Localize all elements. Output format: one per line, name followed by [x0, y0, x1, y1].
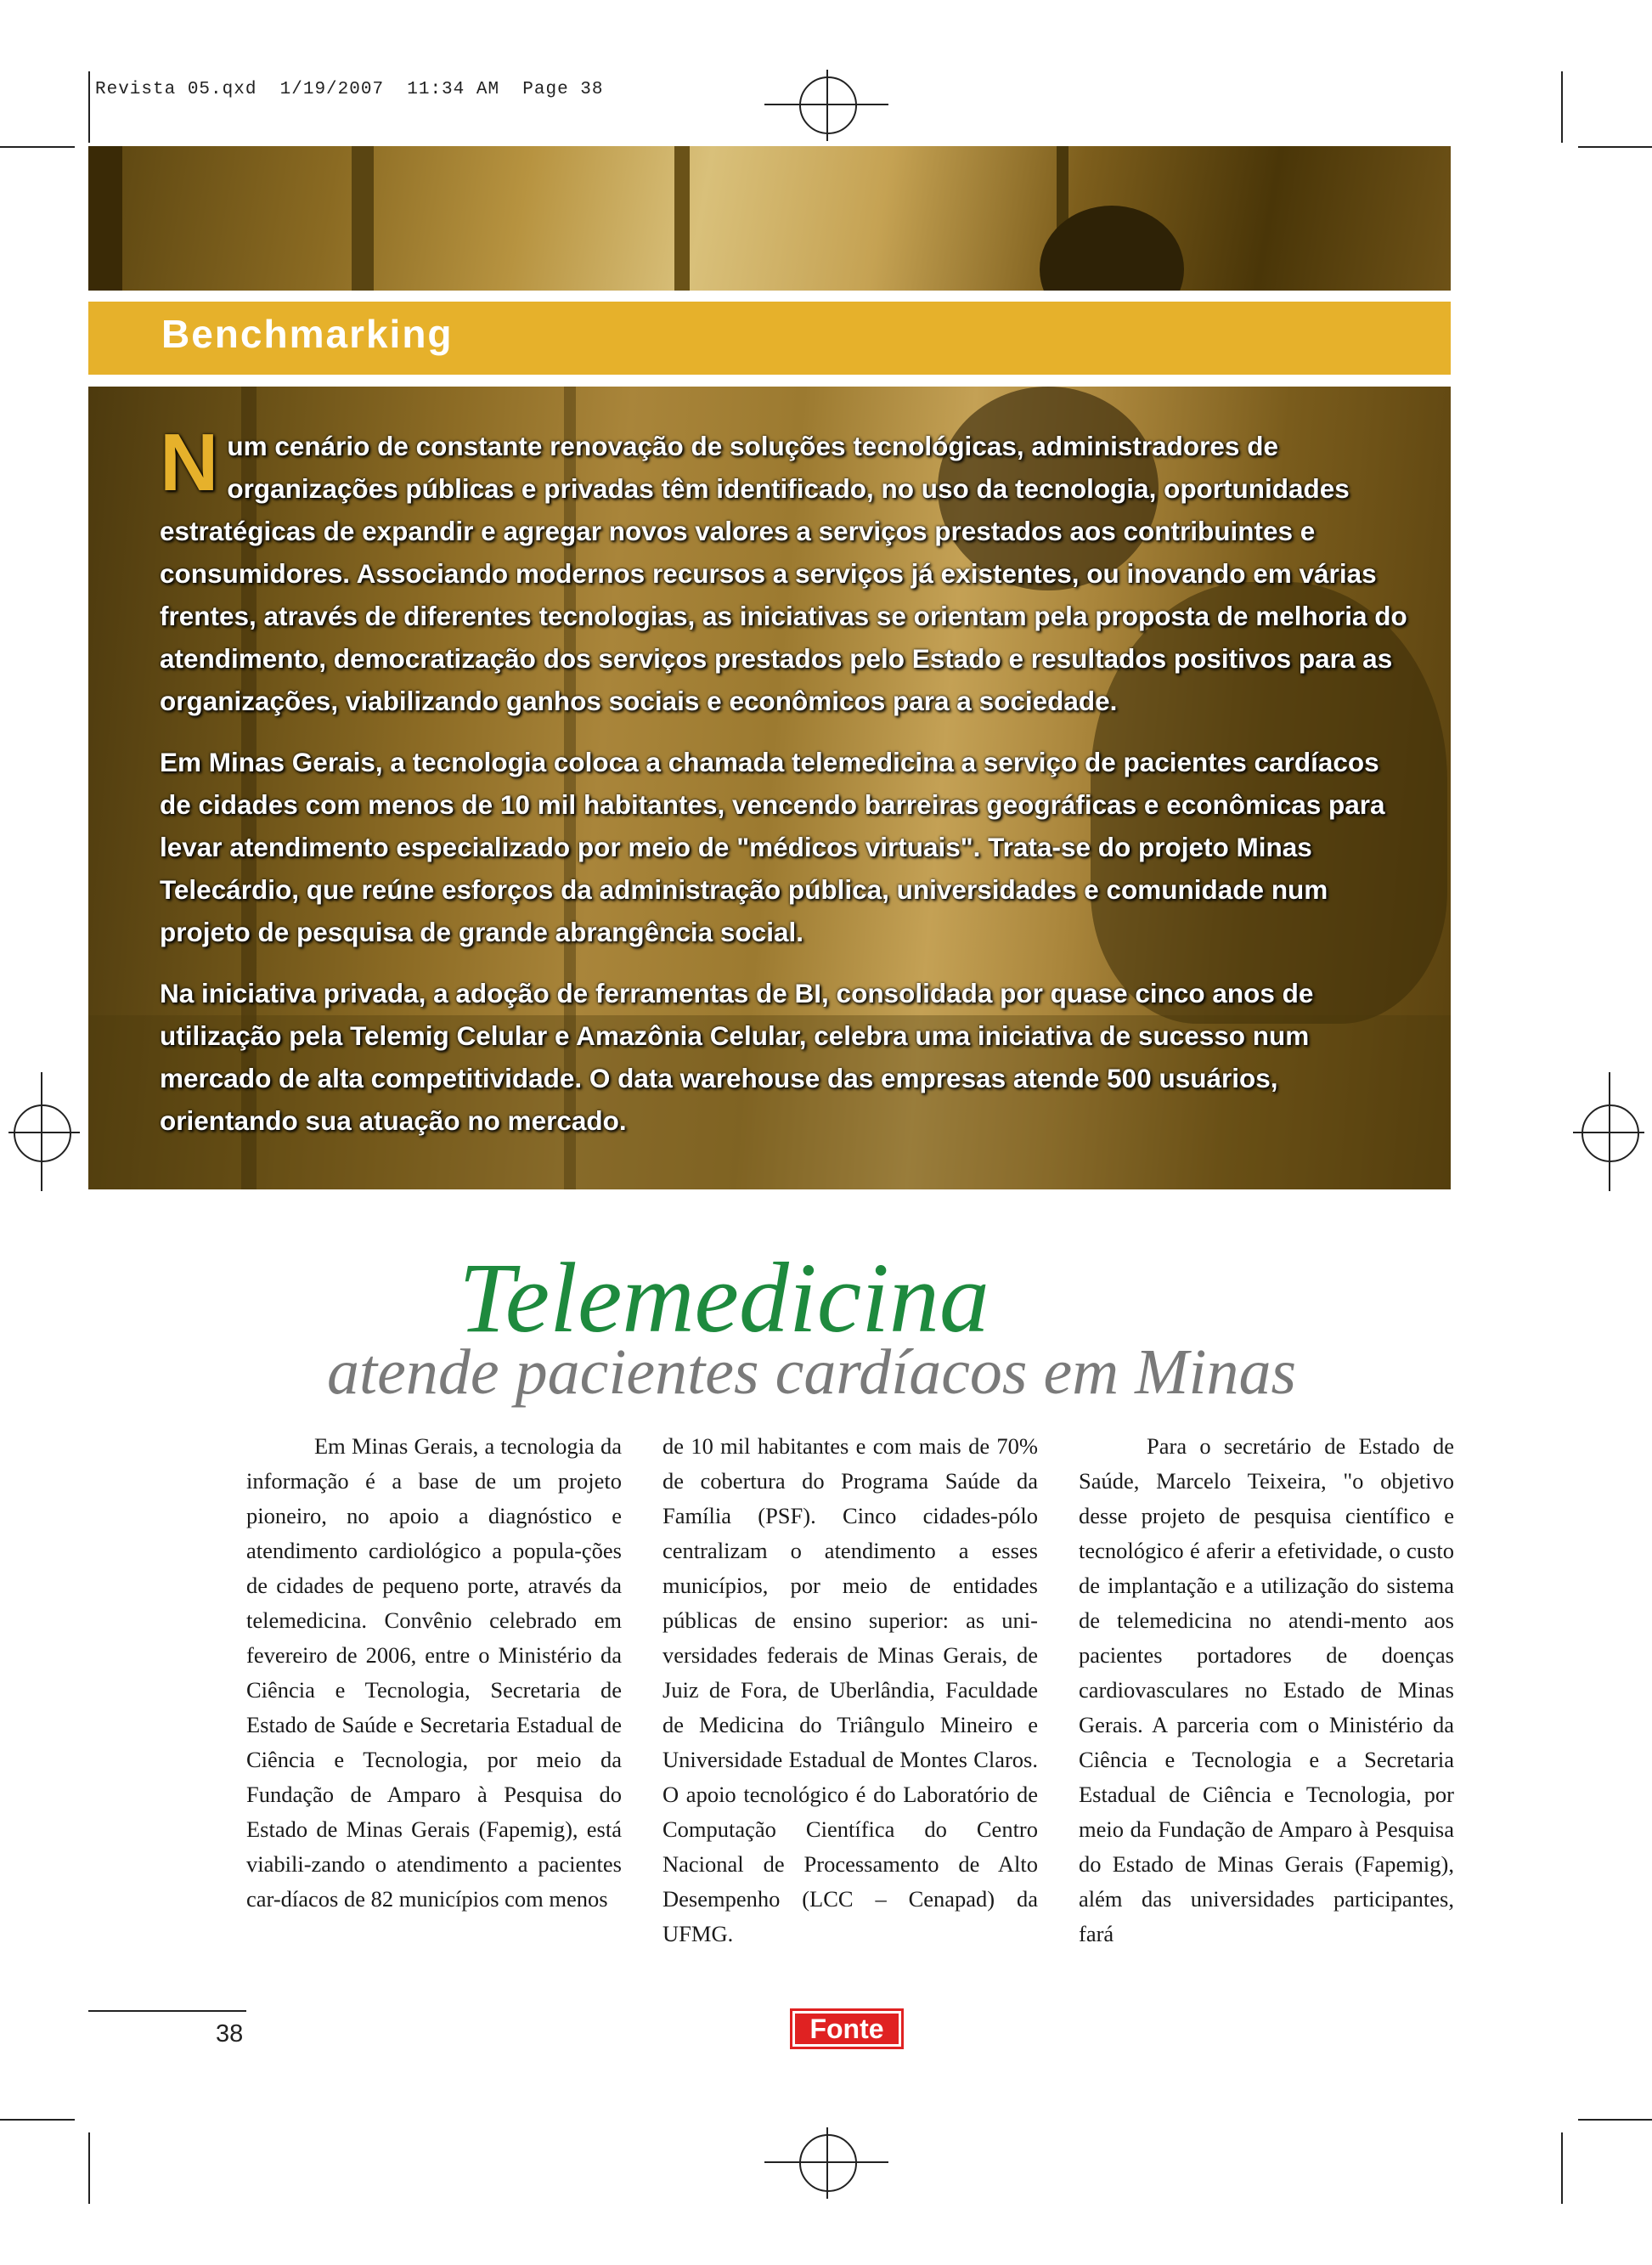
crop-mark	[1561, 71, 1563, 143]
crop-mark	[88, 71, 90, 143]
fonte-logo: Fonte	[790, 2008, 904, 2049]
page-number: 38	[216, 2020, 244, 2048]
crop-mark	[88, 2132, 90, 2204]
crop-mark	[1561, 2132, 1563, 2204]
folio-rule	[88, 2010, 246, 2012]
crop-mark	[0, 2119, 75, 2121]
crop-mark	[0, 146, 75, 148]
crop-mark	[1578, 146, 1652, 148]
article-title: Telemedicina	[459, 1242, 990, 1353]
article-column-2: de 10 mil habitantes e com mais de 70% de cobertura do Programa Saúde da Família (PSF). Cinco cidades-pólo centralizam o atendimento a esses municípios, por meio de entidades públicas de ensino superior: as uni-versidades federais de Minas Gerais, de Juiz de Fora, de Uberlândia, Faculdade de Medicina do Triângulo Mineiro e Universidade Estadual de Montes Claros. O apoio tecnológico é do Laboratório de Computação Científica do Centro Nacional de Processamento de Alto Desempenho (LCC – Cenapad) da UFMG.	[662, 1433, 1038, 1946]
crop-mark	[1578, 2119, 1652, 2121]
intro-paragraph-2: Em Minas Gerais, a tecnologia coloca a chamada telemedicina a serviço de pacientes cardíacos de cidades com menos de 10 mil habitantes, vencendo barreiras geográficas e econômicas para levar atendimento especializado por meio de "médicos virtuais". Trata-se do projeto Minas Telecárdio, que reúne esforços da administração pública, universidades e comunidade num projeto de pesquisa de grande abrangência social.	[160, 747, 1385, 947]
article-column-3: Para o secretário de Estado de Saúde, Marcelo Teixeira, "o objetivo desse projeto de pesquisa científico e tecnológico é aferir a efetividade, o custo de implantação e a utilização do sistema de telemedicina no atendi-mento aos pacientes portadores de doenças cardiovasculares no Estado de Minas Gerais. A parceria com o Ministério da Ciência e Tecnologia e a Secretaria Estadual de Ciência e Tecnologia, por meio da Fundação de Amparo à Pesquisa do Estado de Minas Gerais (Fapemig), além das universidades participantes, fará	[1079, 1433, 1454, 1946]
article-column-1: Em Minas Gerais, a tecnologia da informação é a base de um projeto pioneiro, no apoio a diagnóstico e atendimento cardiológico a popula-ções de cidades de pequeno porte, através da telemedicina. Convênio celebrado em fevereiro de 2006, entre o Ministério da Ciência e Tecnologia, Secretaria de Estado de Saúde e Secretaria Estadual de Ciência e Tecnologia, por meio da Fundação de Amparo à Pesquisa do Estado de Minas Gerais (Fapemig), está viabili-zando o atendimento a pacientes car-díacos de 82 municípios com menos	[246, 1433, 622, 1912]
intro-paragraph-3: Na iniciativa privada, a adoção de ferramentas de BI, consolidada por quase cinco anos de utilização pela Telemig Celular e Amazônia Celular, celebra uma iniciativa de sucesso num mercado de alta competitividade. O data warehouse das empresas atende 500 usuários, orientando sua atuação no mercado.	[160, 978, 1314, 1136]
section-title: Benchmarking	[161, 312, 454, 356]
drop-cap: N	[160, 417, 219, 508]
intro-paragraph-1: Num cenário de constante renovação de soluções tecnológicas, administradores de organizações públicas e privadas têm identificado, no uso da tecnologia, oportunidades estratégicas de expandir e agregar novos valores a serviços prestados aos contribuintes e consumidores. Associando modernos recursos a serviços já existentes, ou inovando em várias frentes, através de diferentes tecnologias, as iniciativas se orientam pela proposta de melhoria do atendimento, democratização dos serviços prestados pelo Estado e resultados positivos para as organizações, viabilizando ganhos sociais e econômicos para a sociedade.	[160, 417, 1407, 716]
printer-slug: Revista 05.qxd 1/19/2007 11:34 AM Page 38	[95, 80, 604, 99]
article-subtitle: atende pacientes cardíacos em Minas	[327, 1336, 1297, 1408]
intro-text	[160, 417, 1417, 1161]
header-photo	[88, 146, 1451, 291]
